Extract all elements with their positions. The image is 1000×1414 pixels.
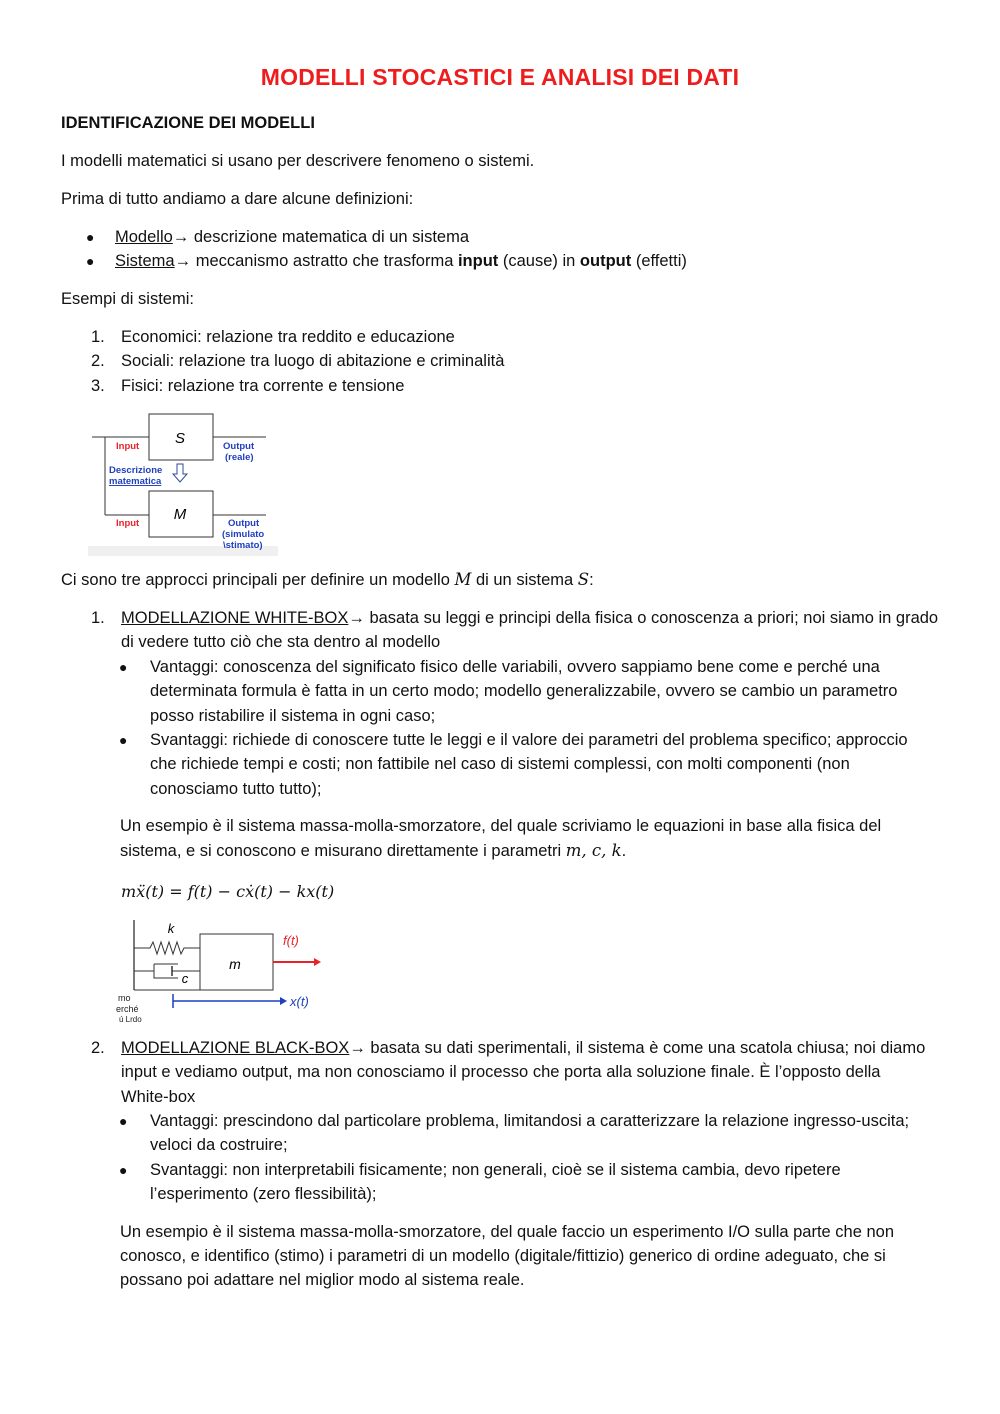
approach2-cons: Svantaggi: non interpretabili fisicamente; non generali, cioè se il sistema cambia, devo ripetere	[150, 1161, 841, 1179]
cropped-text-fragment: erché	[116, 1004, 139, 1014]
description-label-sub: matematica	[109, 476, 162, 487]
term-sistema: Sistema	[115, 252, 175, 270]
list-number: 1.	[91, 609, 105, 627]
list-number: 2.	[91, 352, 105, 370]
definition-text: descrizione matematica di un sistema	[189, 228, 469, 246]
arrow-icon: →	[174, 252, 192, 270]
force-label: f(t)	[283, 933, 299, 948]
output-label-top-sub: (reale)	[225, 452, 254, 463]
cropped-text-fragment: mo	[118, 993, 131, 1003]
model-label: M	[173, 506, 187, 523]
cropped-text-fragment: ú Lrdo	[119, 1015, 142, 1022]
bullet-icon: ●	[86, 229, 95, 245]
bold-input: input	[457, 252, 499, 270]
bullet-icon: ●	[119, 732, 128, 748]
approach2-pros: Vantaggi: prescindono dal particolare problema, limitandosi a caratterizzare la relazione ingresso-uscita;	[150, 1112, 910, 1130]
document-title: MODELLI STOCASTICI E ANALISI DEI DATI	[260, 64, 740, 90]
arrow-icon: →	[172, 228, 190, 246]
example-item: Economici: relazione tra reddito e educazione	[121, 328, 455, 346]
description-label: Descrizione	[109, 465, 163, 476]
mass-spring-damper-diagram	[116, 916, 340, 1022]
definitions-intro: Prima di tutto andiamo a dare alcune definizioni:	[61, 190, 414, 208]
definition-text: (cause) in	[498, 252, 580, 270]
intro-text: di un sistema	[471, 571, 578, 589]
list-number: 3.	[91, 377, 105, 395]
approach1-heading	[121, 606, 938, 630]
approach1-cons: conosciamo tutto tutto);	[150, 780, 322, 798]
system-model-diagram	[88, 408, 278, 556]
approach1-example: Un esempio è il sistema massa-molla-smorzatore, del quale scriviamo le equazioni in base alla fisica del	[120, 817, 882, 835]
approach2-desc: input e vediamo output, ma non conosciamo il processo che porta alla soluzione finale. È l’opposto della	[121, 1063, 881, 1081]
example-params: m, c, k	[565, 841, 622, 860]
approach2-cons: l’esperimento (zero flessibilità);	[150, 1185, 377, 1203]
input-label-bottom: Input	[116, 518, 140, 529]
system-label: S	[174, 430, 186, 447]
bullet-icon: ●	[119, 659, 128, 675]
arrow-icon: →	[349, 1039, 366, 1057]
bullet-icon: ●	[86, 253, 95, 269]
approach1-pros: determinata formula è fatta in un certo modo; modello generalizzabile, ovvero se cambio un parametro	[150, 682, 898, 700]
output-label-top: Output	[223, 441, 255, 452]
input-label-top: Input	[116, 441, 140, 452]
approach1-cons: Svantaggi: richiede di conoscere tutte le leggi e il valore dei parametri del problema specifico; approccio	[150, 731, 908, 749]
output-label-bottom-sub: (simulato	[222, 529, 265, 540]
example-text: sistema, e si conoscono e misurano direttamente i parametri	[120, 842, 566, 860]
intro-text: Ci sono tre approcci principali per definire un modello	[61, 571, 455, 589]
approach2-name: MODELLAZIONE BLACK-BOX	[121, 1039, 350, 1057]
example-text: .	[621, 842, 627, 860]
mass-label: m	[229, 956, 241, 972]
damping-label: c	[181, 971, 189, 986]
definition-text: (effetti)	[631, 252, 687, 270]
bullet-icon: ●	[119, 1162, 128, 1178]
example-item: Fisici: relazione tra corrente e tensione	[121, 377, 405, 395]
example-item: Sociali: relazione tra luogo di abitazione e criminalità	[121, 352, 505, 370]
definition-item-sistema	[115, 249, 687, 273]
section-heading: IDENTIFICAZIONE DEI MODELLI	[61, 114, 315, 132]
displacement-label: x(t)	[290, 994, 309, 1009]
approach2-example: possano poi adattare nel miglior modo al sistema reale.	[120, 1271, 525, 1289]
intro-text: :	[589, 571, 594, 589]
bullet-icon: ●	[119, 1113, 128, 1129]
approach1-pros: posso ristabilire il sistema in ogni caso;	[150, 707, 436, 725]
arrow-icon: →	[348, 609, 365, 627]
approach1-example	[120, 839, 626, 863]
definition-item-modello	[115, 225, 469, 249]
output-label-bottom: Output	[228, 518, 260, 529]
intro-paragraph: I modelli matematici si usano per descrivere fenomeno o sistemi.	[61, 152, 535, 170]
approach2-pros: veloci da costruire;	[150, 1136, 288, 1154]
approach2-desc: basata su dati sperimentali, il sistema è come una scatola chiusa; noi diamo	[365, 1039, 926, 1057]
approach2-example: Un esempio è il sistema massa-molla-smorzatore, del quale faccio un esperimento I/O sulla parte che non	[120, 1223, 895, 1241]
equation: mẍ(t) = f(t) − cẋ(t) − kx(t)	[121, 882, 335, 901]
spring-constant-label: k	[167, 921, 175, 936]
model-symbol: M	[454, 570, 472, 589]
list-number: 2.	[91, 1039, 105, 1057]
approach1-name: MODELLAZIONE WHITE-BOX	[121, 609, 349, 627]
definition-text: meccanismo astratto che trasforma	[191, 252, 458, 270]
approach1-desc: di vedere tutto ciò che sta dentro al modello	[121, 633, 441, 651]
system-symbol: S	[577, 570, 590, 589]
approach2-example: conosco, e identifico (stimo) i parametri di un modello (digitale/fittizio) generico di ordine adeguato, che si	[120, 1247, 886, 1265]
term-modello: Modello	[115, 228, 173, 246]
approaches-intro	[61, 568, 594, 592]
approach1-cons: che richiede tempi e costi; non fattibile nel caso di sistemi complessi, con molti componenti (non	[150, 755, 850, 773]
examples-intro: Esempi di sistemi:	[61, 290, 194, 308]
approach2-desc: White-box	[121, 1088, 196, 1106]
output-label-bottom-sub2: \stimato)	[223, 540, 263, 551]
approach1-desc: basata su leggi e principi della fisica o conoscenza a priori; noi siamo in grado	[364, 609, 939, 627]
list-number: 1.	[91, 328, 105, 346]
approach2-heading	[121, 1036, 925, 1060]
bold-output: output	[579, 252, 632, 270]
approach1-pros: Vantaggi: conoscenza del significato fisico delle variabili, ovvero sappiamo bene come e perché una	[150, 658, 880, 676]
